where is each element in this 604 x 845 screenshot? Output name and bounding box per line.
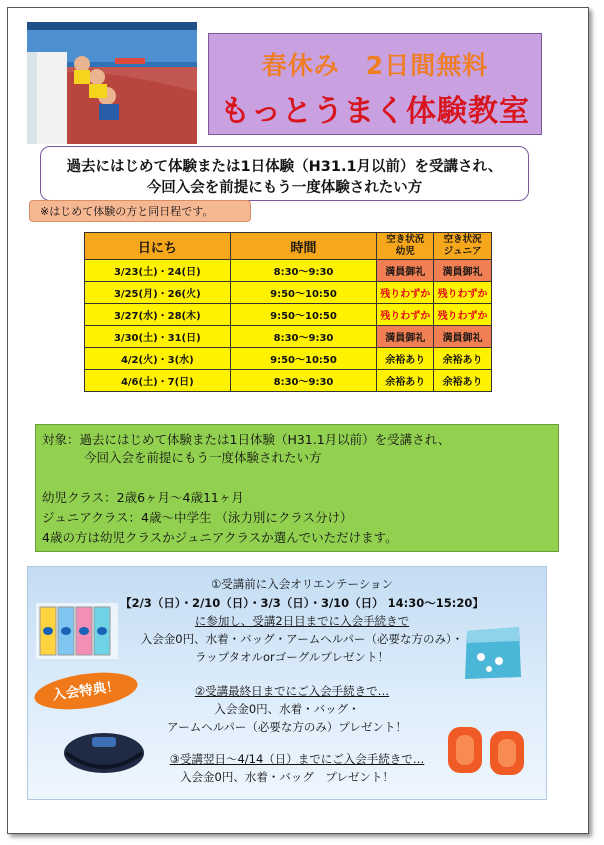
benefit-1-condition: に参加し、受講2日目までに入会手続きで (194, 614, 410, 628)
junior-availability-cell: 残りわずか (434, 282, 492, 304)
infant-class-info: 幼児クラス：2歳6ヶ月～4歳11ヶ月 (42, 490, 244, 505)
schedule-date-cell: 3/23(土)・24(日) (85, 260, 231, 282)
schedule-date-cell: 3/25(月)・26(火) (85, 282, 231, 304)
schedule-header-row (85, 233, 492, 260)
infant-availability-cell: 満員御礼 (377, 260, 434, 282)
target-line-1: 過去にはじめて体験または1日体験（H31.1月以前）を受講され、 (66, 159, 503, 175)
benefit-2-gift-2: アームヘルパー（必要な方のみ）プレゼント！ (167, 720, 407, 734)
schedule-row (85, 260, 492, 282)
title-line-1: 春休み 2日間無料 (261, 51, 489, 80)
target-description-box (40, 146, 529, 201)
benefit-1-title: ①受講前に入会オリエンテーション (210, 577, 394, 591)
info-target-line-2: 今回入会を前提にもう一度体験されたい方 (84, 450, 322, 465)
schedule-date-cell: 3/30(土)・31(日) (85, 326, 231, 348)
age4-note: 4歳の方は幼児クラスかジュニアクラスか選んでいただけます。 (42, 530, 398, 545)
infant-availability-cell: 余裕あり (377, 370, 434, 392)
benefit-1-gift-1: 入会金0円、水着・バッグ・アームヘルパー（必要な方のみ）・ (140, 632, 464, 646)
towel-product-image (461, 621, 525, 683)
junior-availability-cell: 満員御礼 (434, 260, 492, 282)
benefit-1-gift-2: ラップタオルorゴーグルプレゼント！ (195, 650, 389, 664)
infant-availability-cell: 余裕あり (377, 348, 434, 370)
schedule-date-cell: 3/27(水)・28(木) (85, 304, 231, 326)
benefit-3-gift: 入会金0円、水着・バッグ プレゼント！ (180, 770, 394, 784)
infant-availability-cell: 残りわずか (377, 282, 434, 304)
benefit-1-dates: 【2/3（日）・2/10（日）・3/3（日）・3/10（日） 14:30～15:20】 (120, 596, 484, 610)
junior-class-info: ジュニアクラス：4歳～中学生 （泳力別にクラス分け） (42, 510, 353, 525)
target-line-2: 今回入会を前提にもう一度体験されたい方 (146, 180, 423, 196)
infant-availability-cell: 残りわずか (377, 304, 434, 326)
benefit-3-title: ③受講翌日～4/14（日）までにご入会手続きで… (169, 752, 425, 766)
schedule-row (85, 370, 492, 392)
header-text-line: ジュニア (443, 246, 482, 257)
header-text-line: 空き状況 (443, 234, 482, 245)
title-banner (208, 33, 542, 135)
schedule-table (84, 232, 492, 392)
class-info-box (35, 424, 559, 552)
schedule-time-cell: 8:30～9:30 (230, 260, 377, 282)
info-target-line-1: 対象：過去にはじめて体験または1日体験（H31.1月以前）を受講され、 (42, 432, 451, 447)
schedule-row (85, 326, 492, 348)
junior-availability-cell: 余裕あり (434, 370, 492, 392)
schedule-time-cell: 8:30～9:30 (230, 326, 377, 348)
benefit-2-gift-1: 入会金0円、水着・バッグ・ (214, 702, 360, 716)
schedule-date-cell: 4/6(土)・7(日) (85, 370, 231, 392)
schedule-time-cell: 8:30～9:30 (230, 370, 377, 392)
header-date: 日にち (85, 233, 231, 260)
header-text-line: 幼児 (395, 246, 415, 257)
schedule-row (85, 282, 492, 304)
membership-bonus-badge: 入会特典！ (32, 667, 140, 715)
schedule-time-cell: 9:50～10:50 (230, 304, 377, 326)
header-infant-availability (377, 233, 434, 260)
arm-helper-product-image (442, 721, 532, 779)
pool-photo (27, 22, 197, 144)
schedule-time-cell: 9:50～10:50 (230, 348, 377, 370)
junior-availability-cell: 満員御礼 (434, 326, 492, 348)
junior-availability-cell: 残りわずか (434, 304, 492, 326)
schedule-row (85, 348, 492, 370)
schedule-date-cell: 4/2(火)・3(水) (85, 348, 231, 370)
goggles-product-image (36, 603, 118, 659)
junior-availability-cell: 余裕あり (434, 348, 492, 370)
schedule-row (85, 304, 492, 326)
infant-availability-cell: 満員御礼 (377, 326, 434, 348)
schedule-time-cell: 9:50～10:50 (230, 282, 377, 304)
header-time: 時間 (230, 233, 377, 260)
header-text-line: 空き状況 (386, 234, 425, 245)
header-junior-availability (434, 233, 492, 260)
title-line-2: もっとうまく体験教室 (220, 94, 530, 129)
swim-bag-product-image (58, 723, 150, 781)
benefit-2-title: ②受講最終日までにご入会手続きで… (194, 684, 390, 698)
same-schedule-note: ※はじめて体験の方と同日程です。 (29, 200, 251, 222)
